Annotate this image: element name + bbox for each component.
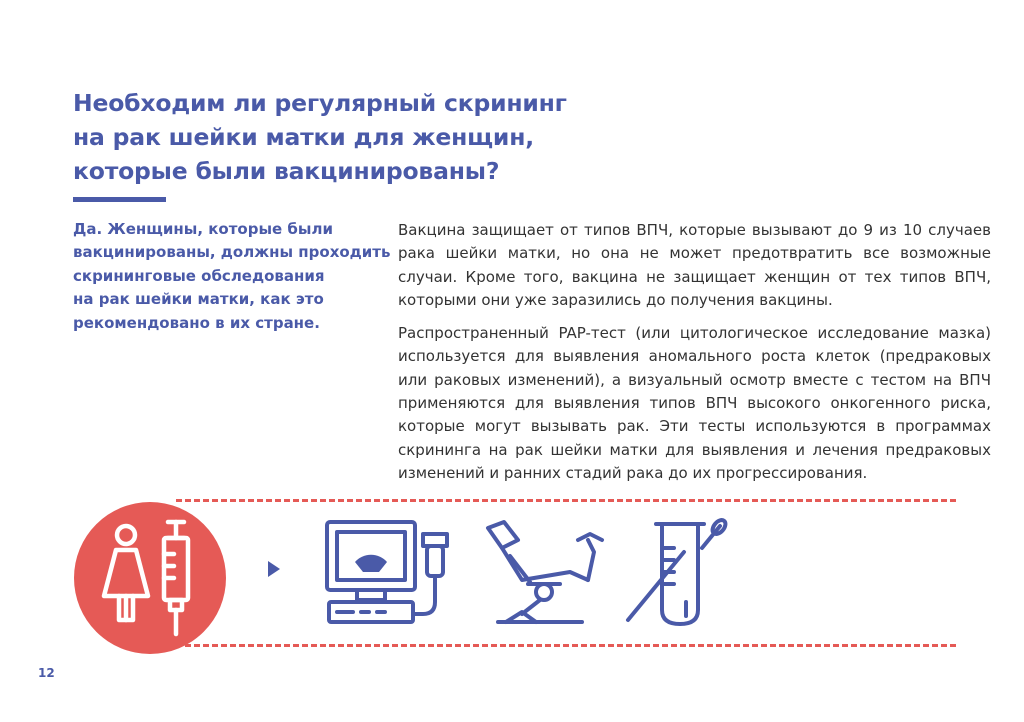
body-line: или раковых изменений), а визуальный осмотр вместе с тестом на ВПЧ xyxy=(398,370,991,389)
lead-line: Да. Женщины, которые были xyxy=(73,220,333,238)
title-line: Необходим ли регулярный скрининг xyxy=(73,89,567,117)
woman-syringe-icon xyxy=(74,502,226,654)
vaccination-circle xyxy=(74,502,226,654)
title-line: которые были вакцинированы? xyxy=(73,157,500,185)
lead-answer xyxy=(73,218,393,335)
dashed-divider-bottom xyxy=(176,644,956,647)
ultrasound-monitor-icon xyxy=(323,518,463,630)
test-tube-swab-icon xyxy=(624,518,728,630)
body-paragraph-1 xyxy=(398,219,991,312)
lead-line: рекомендовано в их стране. xyxy=(73,313,320,332)
lead-line: вакцинированы, должны проходить xyxy=(73,243,391,262)
title-underline xyxy=(73,197,166,202)
body-line: используется для выявления аномального роста клеток (предраковых xyxy=(398,347,991,366)
page-title xyxy=(73,86,593,188)
page-number: 12 xyxy=(38,666,55,680)
play-arrow-icon xyxy=(267,560,281,578)
body-line: которые могут вызывать рак. Эти тесты используются в программах xyxy=(398,417,991,436)
body-line: случаи. Кроме того, вакцина не защищает женщин от тех типов ВПЧ, xyxy=(398,267,991,286)
title-line: на рак шейки матки для женщин, xyxy=(73,123,534,151)
body-line: изменений и ранних стадий рака до их прогрессирования. xyxy=(398,463,868,482)
body-line: Вакцина защищает от типов ВПЧ, которые вызывают до 9 из 10 случаев xyxy=(398,221,991,239)
dashed-divider-top xyxy=(176,499,956,502)
lead-line: скрининговые обследования xyxy=(73,266,325,285)
body-text xyxy=(398,219,991,495)
body-line: применяются для выявления типов ВПЧ высокого онкогенного риска, xyxy=(398,394,991,413)
body-paragraph-2 xyxy=(398,322,991,485)
gynecological-chair-icon xyxy=(482,518,612,630)
body-line: рака шейки матки, но она не может предотвратить все возможные xyxy=(398,244,991,263)
body-line: Распространенный PAP-тест (или цитологическое исследование мазка) xyxy=(398,324,991,343)
body-line: скрининга на рак шейки матки для выявления и лечения предраковых xyxy=(398,440,991,459)
lead-line: на рак шейки матки, как это xyxy=(73,290,324,309)
body-line: которыми они уже заразились до получения вакцины. xyxy=(398,290,833,309)
